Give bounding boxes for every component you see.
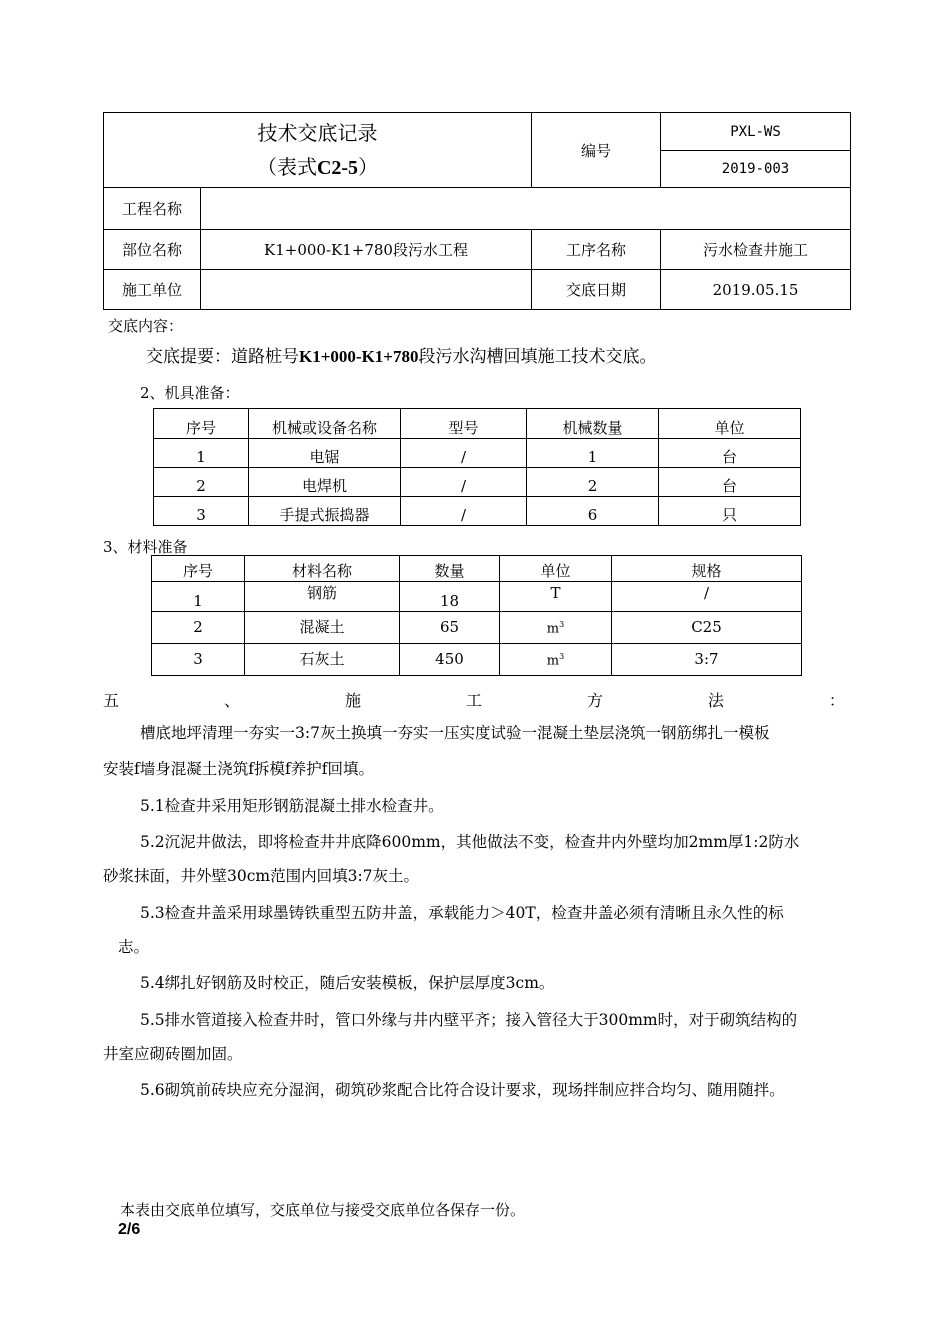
- table-cell: $m^3$: [500, 612, 612, 644]
- content-label: 交底内容：: [108, 317, 184, 335]
- table-cell: /: [401, 497, 527, 526]
- part-name-value: K1+000-K1+780段污水工程: [201, 230, 532, 270]
- table-cell: 只: [659, 497, 801, 526]
- table-cell: 3: [154, 497, 249, 526]
- table-row: [154, 468, 801, 497]
- paragraph-5-6: 5.6砌筑前砖块应充分湿润，砌筑砂浆配合比符合设计要求，现场拌制应拌合均匀、随用随拌。: [140, 1081, 785, 1099]
- machines-table: [153, 408, 801, 526]
- flow-line-2: 安装f墙身混凝土浇筑f拆模f养护f回填。: [103, 760, 374, 778]
- table-cell: 65: [400, 612, 500, 644]
- table-cell: 2: [152, 612, 245, 644]
- table-row: [152, 644, 802, 676]
- table-cell: 1: [152, 582, 245, 612]
- part-name-label: 部位名称: [104, 230, 201, 270]
- form-title: 技术交底记录: [257, 120, 378, 145]
- process-label: 工序名称: [532, 230, 661, 270]
- col-header: 机械或设备名称: [249, 409, 401, 439]
- table-cell: 手提式振捣器: [249, 497, 401, 526]
- table-cell: $m^3$: [500, 644, 612, 676]
- paragraph-5-3-line-1: 5.3检查井盖采用球墨铸铁重型五防井盖，承载能力＞40T，检查井盖必须有清晰且永久性的标: [140, 904, 784, 922]
- table-cell: 电焊机: [249, 468, 401, 497]
- col-header: 数量: [400, 556, 500, 582]
- table-cell: 18: [400, 582, 500, 612]
- table-cell: 电锯: [249, 439, 401, 468]
- col-header: 单位: [500, 556, 612, 582]
- table-cell: 台: [659, 439, 801, 468]
- table-cell: 台: [659, 468, 801, 497]
- table-row: [154, 439, 801, 468]
- paragraph-5-3-line-2: 志。: [118, 938, 150, 956]
- form-title-cell: [104, 113, 532, 188]
- number-label: 编号: [532, 113, 661, 188]
- table-cell: 1: [154, 439, 249, 468]
- project-name-value: [201, 188, 851, 230]
- col-header: 规格: [612, 556, 802, 582]
- paragraph-5-5-line-1: 5.5排水管道接入检查井时，管口外缘与井内壁平齐；接入管径大于300mm时，对于砌筑结构的: [140, 1011, 798, 1029]
- col-header: 单位: [659, 409, 801, 439]
- paragraph-5-2-line-2: 砂浆抹面，井外壁30cm范围内回填3:7灰土。: [103, 867, 420, 885]
- table-cell: T: [500, 582, 612, 612]
- date-value: 2019.05.15: [661, 270, 851, 310]
- col-header: 序号: [154, 409, 249, 439]
- table-cell: 3: [152, 644, 245, 676]
- machines-heading: 2、机具准备：: [140, 384, 240, 402]
- table-row: [154, 497, 801, 526]
- table-cell: 1: [527, 439, 659, 468]
- table-cell: C25: [612, 612, 802, 644]
- footer-note: 本表由交底单位填写，交底单位与接受交底单位各保存一份。: [120, 1201, 526, 1219]
- table-cell: 石灰土: [245, 644, 400, 676]
- construction-unit-value: [201, 270, 532, 310]
- table-cell: /: [401, 468, 527, 497]
- paragraph-5-2-line-1: 5.2沉泥井做法，即将检查井井底降600mm，其他做法不变，检查井内外壁均加2mm厚1:2防水: [140, 833, 800, 851]
- table-cell: 3:7: [612, 644, 802, 676]
- table-cell: 2: [154, 468, 249, 497]
- table-cell: 6: [527, 497, 659, 526]
- page-number: 2/6: [118, 1221, 141, 1238]
- table-cell: /: [401, 439, 527, 468]
- form-code: （表式C2-5）: [256, 154, 379, 179]
- construction-unit-label: 施工单位: [104, 270, 201, 310]
- paragraph-5-5-line-2: 井室应砌砖圈加固。: [103, 1045, 243, 1063]
- table-cell: 混凝土: [245, 612, 400, 644]
- number-value-2: 2019-003: [661, 151, 851, 188]
- paragraph-5-1: 5.1检查井采用矩形钢筋混凝土排水检查井。: [140, 797, 444, 815]
- table-cell: /: [612, 582, 802, 612]
- materials-heading: 3、材料准备: [103, 538, 188, 556]
- table-header-row: [152, 556, 802, 582]
- header-table: [103, 112, 851, 310]
- table-cell: 钢筋: [245, 582, 400, 612]
- project-name-label: 工程名称: [104, 188, 201, 230]
- col-header: 机械数量: [527, 409, 659, 439]
- process-value: 污水检查井施工: [661, 230, 851, 270]
- flow-line-1: 槽底地坪清理一夯实一3:7灰土换填一夯实一压实度试验一混凝土垫层浇筑一钢筋绑扎一模板: [140, 724, 770, 742]
- table-cell: 450: [400, 644, 500, 676]
- table-header-row: [154, 409, 801, 439]
- date-label: 交底日期: [532, 270, 661, 310]
- number-value-1: PXL-WS: [661, 113, 851, 151]
- col-header: 型号: [401, 409, 527, 439]
- table-row: [152, 612, 802, 644]
- summary: 交底提要：道路桩号K1+000-K1+780段污水沟槽回填施工技术交底。: [146, 347, 657, 367]
- paragraph-5-4: 5.4绑扎好钢筋及时校正，随后安装模板，保护层厚度3cm。: [140, 974, 555, 992]
- materials-table: [151, 555, 802, 676]
- table-row: [152, 582, 802, 612]
- col-header: 材料名称: [245, 556, 400, 582]
- col-header: 序号: [152, 556, 245, 582]
- table-cell: 2: [527, 468, 659, 497]
- method-heading: 五 、 施 工 方 法 ：: [103, 691, 845, 710]
